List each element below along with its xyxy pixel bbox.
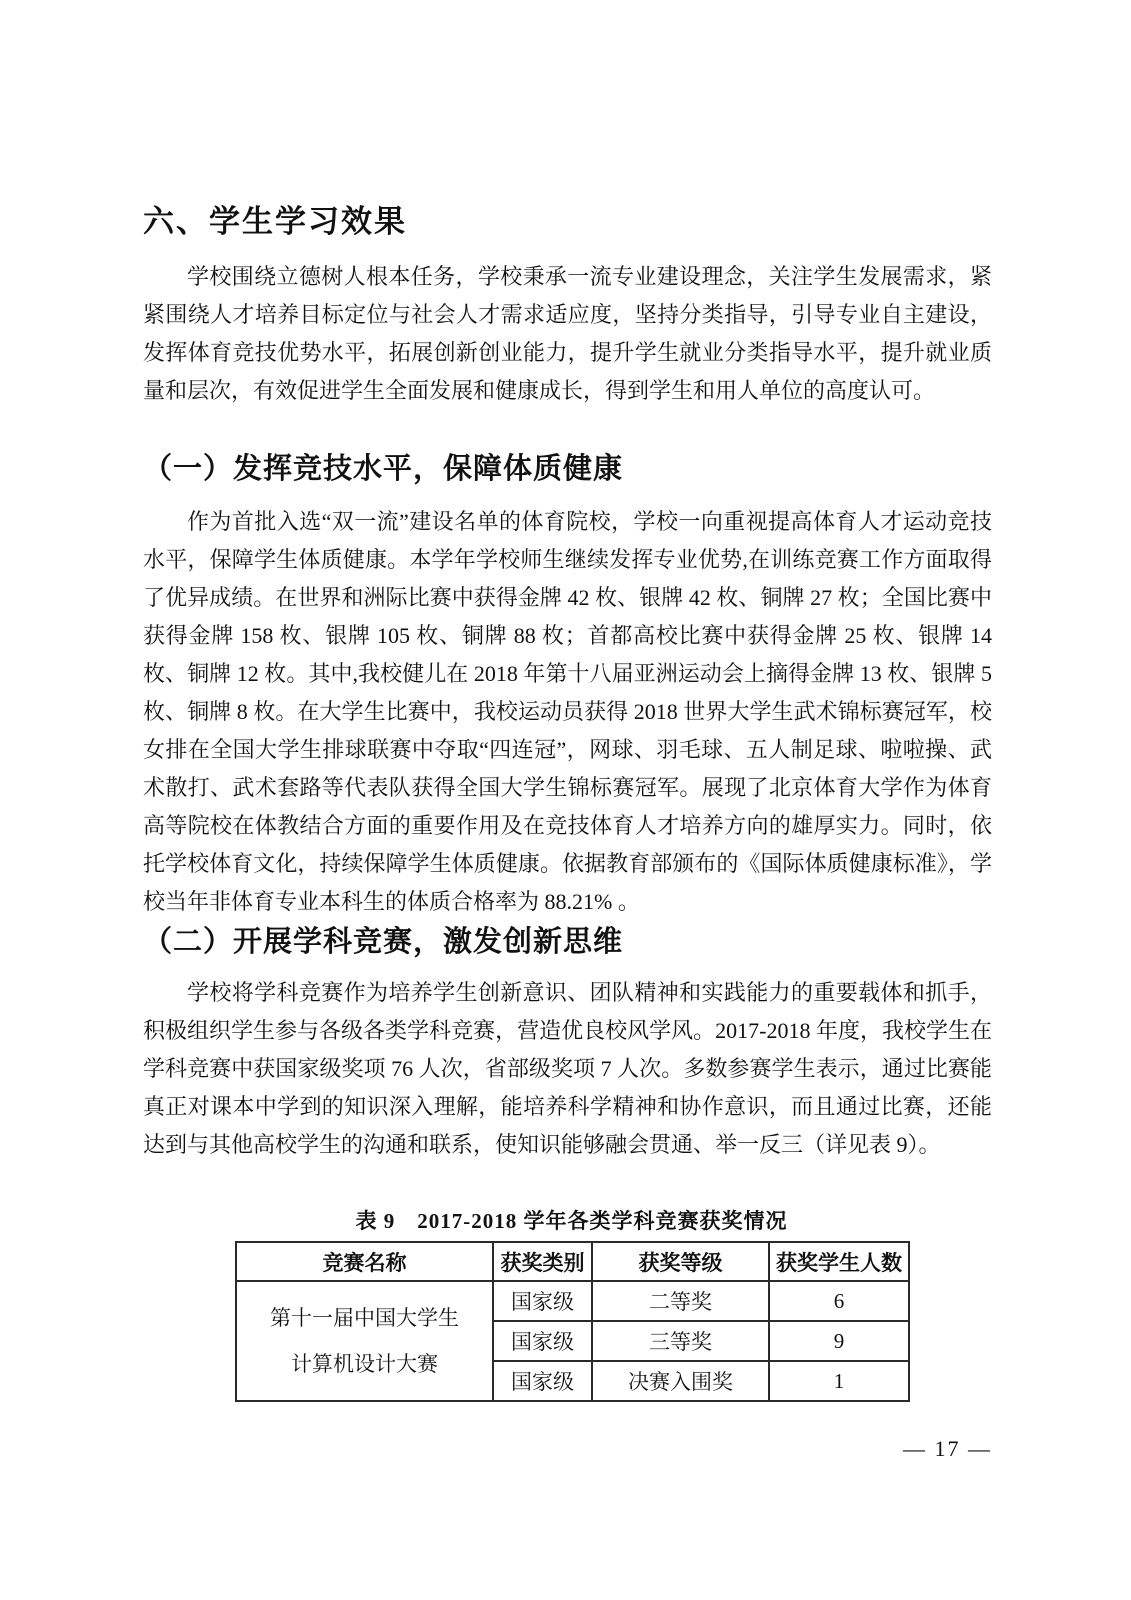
table-header-row: [236, 1242, 909, 1281]
student-count-cell: 6: [769, 1281, 909, 1321]
award-category-cell: 国家级: [493, 1361, 592, 1401]
intro-paragraph: 学校围绕立德树人根本任务，学校秉承一流专业建设理念，关注学生发展需求，紧紧围绕人才培养目标定位与社会人才需求适应度，坚持分类指导，引导专业自主建设，发挥体育竞技优势水平，拓展创新创业能力，提升学生就业分类指导水平，提升就业质量和层次，有效促进学生全面发展和健康成长，得到学生和用人单位的高度认可。: [143, 264, 992, 403]
subsection-2-heading: （二）开展学科竞赛，激发创新思维: [143, 926, 624, 958]
column-header-competition-name: 竞赛名称: [236, 1242, 493, 1281]
section-heading: 六、学生学习效果: [143, 204, 407, 239]
student-count-cell: 9: [769, 1321, 909, 1361]
column-header-student-count: 获奖学生人数: [769, 1242, 909, 1281]
table-caption: 表 9 2017-2018 学年各类学科竞赛获奖情况: [355, 1209, 788, 1233]
subsection-1-heading: （一）发挥竞技水平，保障体质健康: [143, 453, 624, 485]
awards-table: [235, 1241, 910, 1402]
column-header-award-category: 获奖类别: [493, 1242, 592, 1281]
award-grade-cell: 二等奖: [592, 1281, 769, 1321]
subsection-2-paragraph: 学校将学科竞赛作为培养学生创新意识、团队精神和实践能力的重要载体和抓手，积极组织学生参与各级各类学科竞赛，营造优良校风学风。2017-2018 年度，我校学生在学科竞赛中获国家级奖项 76 人次，省部级奖项 7 人次。多数参赛学生表示，通过比赛能真正对课本中学到的知识深入理解，能培养科学精神和协作意识，而且通过比赛，还能达到与其他高校学生的沟通和联系，使知识能够融会贯通、举一反三（详见表 9）。: [143, 980, 992, 1157]
subsection-1-paragraph: 作为首批入选“双一流”建设名单的体育院校，学校一向重视提高体育人才运动竞技水平，保障学生体质健康。本学年学校师生继续发挥专业优势,在训练竞赛工作方面取得了优异成绩。在世界和洲际比赛中获得金牌 42 枚、银牌 42 枚、铜牌 27 枚；全国比赛中获得金牌 158 枚、银牌 105 枚、铜牌 88 枚；首都高校比赛中获得金牌 25 枚、银牌 14 枚、铜牌 12 枚。其中,我校健儿在 2018 年第十八届亚洲运动会上摘得金牌 13 枚、银牌 5 枚、铜牌 8 枚。在大学生比赛中，我校运动员获得 2018 世界大学生武术锦标赛冠军，校女排在全国大学生排球联赛中夺取“四连冠”，网球、羽毛球、五人制足球、啦啦操、武术散打、武术套路等代表队获得全国大学生锦标赛冠军。展现了北京体育大学作为体育高等院校在体教结合方面的重要作用及在竞技体育人才培养方向的雄厚实力。同时，依托学校体育文化，持续保障学生体质健康。依据教育部颁布的《国际体质健康标准》，学校当年非体育专业本科生的体质合格率为 88.21% 。: [143, 509, 992, 914]
competition-name-line2: 计算机设计大赛: [291, 1352, 438, 1376]
award-category-cell: 国家级: [493, 1321, 592, 1361]
competition-name-cell: [236, 1281, 493, 1401]
award-category-cell: 国家级: [493, 1281, 592, 1321]
table-row: [236, 1281, 909, 1321]
competition-name-line1: 第十一届中国大学生: [270, 1306, 459, 1330]
award-grade-cell: 三等奖: [592, 1321, 769, 1361]
page-number: — 17 —: [903, 1436, 992, 1461]
column-header-award-grade: 获奖等级: [592, 1242, 769, 1281]
student-count-cell: 1: [769, 1361, 909, 1401]
award-grade-cell: 决赛入围奖: [592, 1361, 769, 1401]
